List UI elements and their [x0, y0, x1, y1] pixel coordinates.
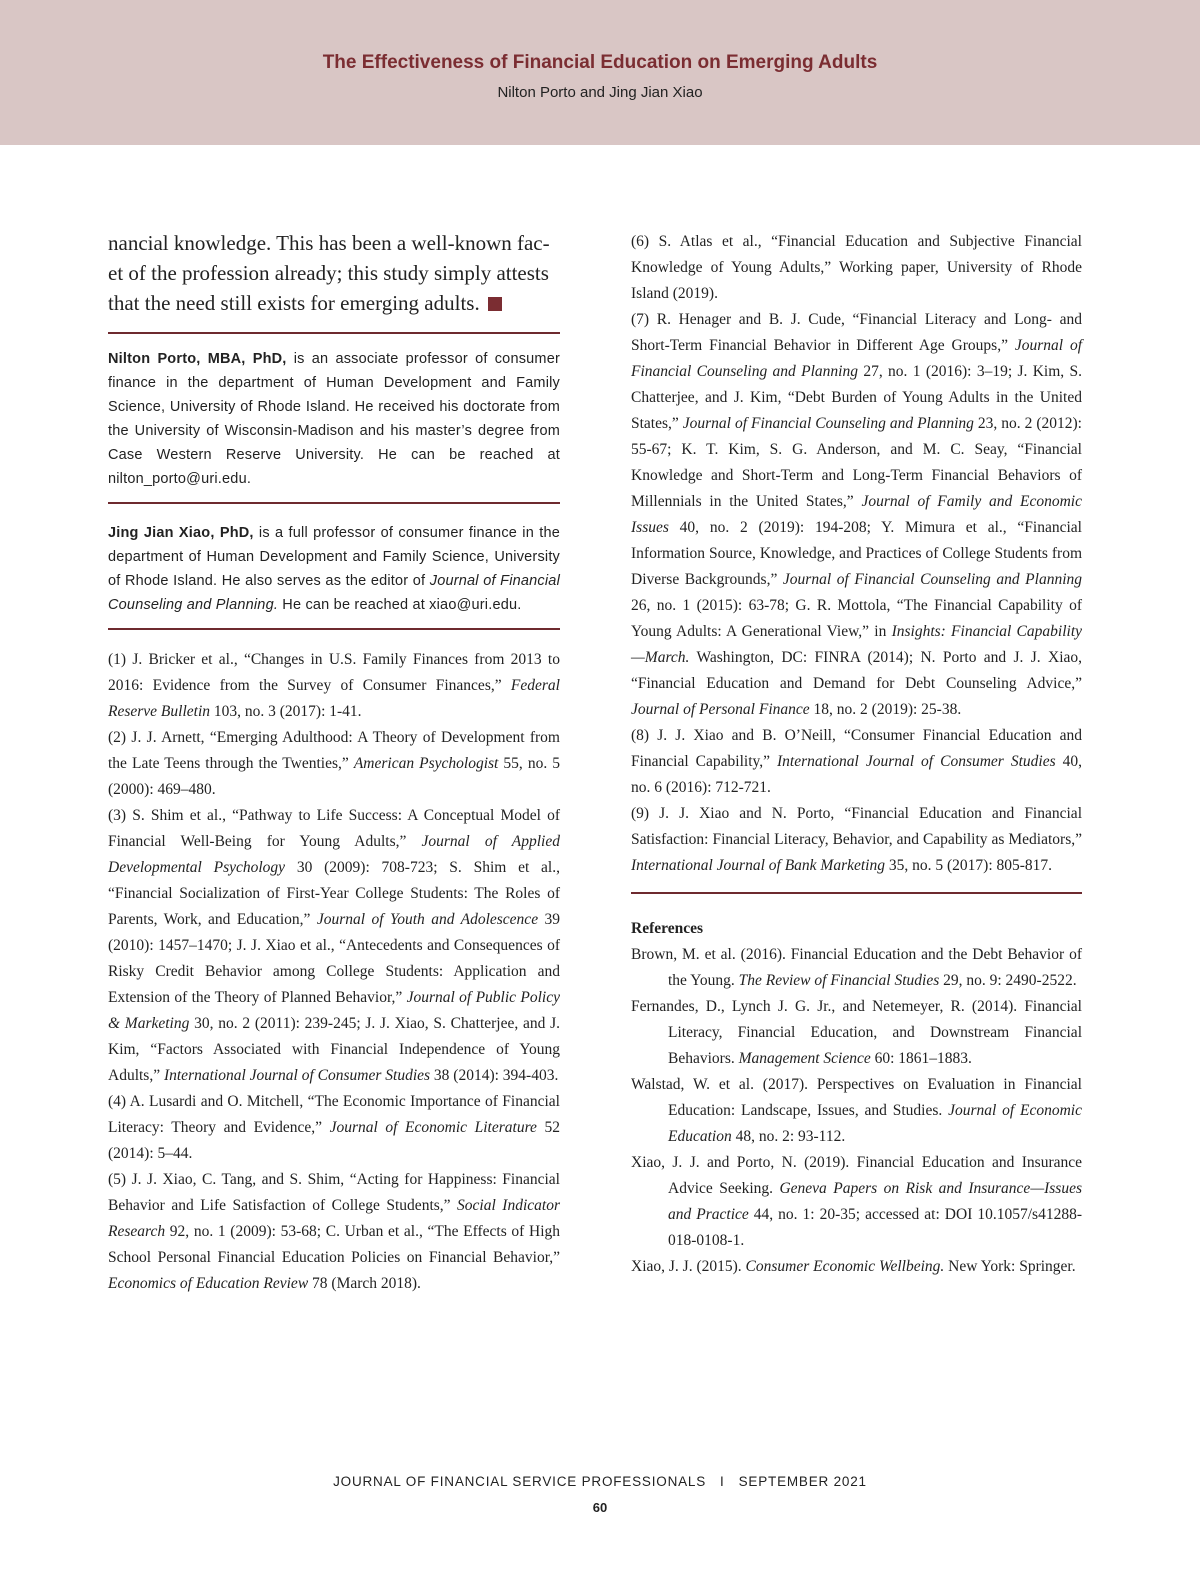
citation-text: Walstad, W. et al. (2017). Perspectives on Evaluation in Financial Education: Landscape, Issues, and Studies.	[631, 1076, 1082, 1119]
citation-title: Journal of Economic Education	[668, 1102, 1082, 1145]
citation-title: Journal of Youth and Adolescence	[316, 911, 539, 928]
citation-text: Xiao, J. J. and Porto, N. (2019). Financial Education and Insurance Advice Seeking.	[631, 1154, 1082, 1197]
lead-line: nancial knowledge. This has been a well-known fac-	[108, 231, 550, 255]
reference-item	[631, 1150, 1082, 1254]
left-column	[108, 228, 560, 1297]
lead-paragraph	[108, 228, 560, 318]
endnote	[108, 725, 560, 803]
lead-line: et of the profession already; this study simply attests	[108, 261, 549, 285]
page-number: 60	[592, 1500, 608, 1515]
citation-title: Consumer Economic Wellbeing.	[745, 1258, 945, 1275]
footer-separator: I	[720, 1474, 725, 1489]
citation-text: (4) A. Lusardi and O. Mitchell, “The Economic Importance of Financial Literacy: Theory and Evidence,”	[108, 1093, 560, 1136]
endnote	[108, 647, 560, 725]
divider	[108, 502, 560, 504]
citation-title: Journal of Financial Counseling and Planning	[631, 337, 1082, 380]
citation-text: 44, no. 1: 20-35; accessed at: DOI 10.1057/s41288-018-0108-1.	[668, 1206, 1082, 1249]
footer-date: SEPTEMBER 2021	[738, 1474, 867, 1489]
citation-title: Geneva Papers on Risk and Insurance—Issues and Practice	[668, 1180, 1082, 1223]
citation-text: (2) J. J. Arnett, “Emerging Adulthood: A Theory of Development from the Late Teens through the Twenties,”	[108, 729, 560, 772]
citation-text: 27, no. 1 (2016): 3–19; J. Kim, S. Chatterjee, and J. Kim, “Debt Burden of Young Adults in the United States,”	[631, 363, 1082, 432]
citation-text: 30, no. 2 (2011): 239-245; J. J. Xiao, S. Chatterjee, and J. Kim, “Factors Associated with Financial Independence of Young Adults,”	[108, 1015, 561, 1084]
citation-title: American Psychologist	[353, 755, 499, 772]
citation-text: (9) J. J. Xiao and N. Porto, “Financial Education and Financial Satisfaction: Financial Literacy, Behavior, and Capability as Mediators,”	[631, 805, 1082, 848]
endnote	[631, 229, 1082, 307]
citation-text: (3) S. Shim et al., “Pathway to Life Success: A Conceptual Model of Financial Well-Being for Young Adults,”	[108, 807, 560, 850]
divider	[108, 332, 560, 334]
citation-title: Journal of Personal Finance	[631, 701, 810, 718]
author-name: Jing Jian Xiao, PhD,	[108, 525, 254, 541]
running-header	[0, 0, 1200, 145]
citation-title: Economics of Education Review	[108, 1275, 309, 1292]
citation-text: Xiao, J. J. (2015).	[631, 1258, 746, 1275]
citation-text: (7) R. Henager and B. J. Cude, “Financial Literacy and Long- and Short-Term Financial Behavior in Different Age Groups,”	[631, 311, 1082, 354]
citation-title: Federal Reserve Bulletin	[108, 677, 560, 720]
bio-text: is an associate professor of consumer finance in the department of Human Development and Family Science, University of Rhode Island. He received his doctorate from the University of Wisconsin-Madison and his master’s degree from Case Western Reserve University. He can be reached at nilton_porto@uri.edu.	[108, 351, 560, 487]
citation-title: Insights: Financial Capability—March.	[631, 623, 1082, 666]
reference-item	[631, 942, 1082, 994]
lead-line	[108, 288, 560, 318]
article-title: The Effectiveness of Financial Education on Emerging Adults	[322, 52, 878, 73]
footer-journal: JOURNAL OF FINANCIAL SERVICE PROFESSIONALS	[333, 1474, 707, 1489]
citation-title: Management Science	[738, 1050, 871, 1067]
citation-text: 40, no. 2 (2019): 194-208; Y. Mimura et al., “Financial Information Source, Knowledge, and Practices of College Students from Diverse Backgrounds,”	[631, 519, 1082, 588]
citation-text: 103, no. 3 (2017): 1-41.	[210, 703, 362, 720]
bio-text: He can be reached at xiao@uri.edu.	[278, 597, 522, 613]
endnote	[108, 1089, 560, 1167]
citation-text: 92, no. 1 (2009): 53-68; C. Urban et al., “The Effects of High School Personal Financial Education Policies on Financial Behavior,”	[108, 1223, 560, 1266]
citation-text: 26, no. 1 (2015): 63-78; G. R. Mottola, “The Financial Capability of Young Adults: A Generational View,” in	[631, 597, 1082, 640]
endnote	[108, 1167, 560, 1297]
reference-item	[631, 994, 1082, 1072]
author-bio-xiao	[108, 521, 560, 617]
citation-title: Journal of Economic Literature	[329, 1119, 537, 1136]
citation-text: 30 (2009): 708-723; S. Shim et al., “Financial Socialization of First-Year College Students: The Roles of Parents, Work, and Education,”	[108, 859, 560, 928]
divider	[108, 628, 560, 630]
citation-text: Washington, DC: FINRA (2014); N. Porto and J. J. Xiao, “Financial Education and Demand for Debt Counseling Advice,”	[631, 649, 1082, 692]
endnotes-right	[631, 229, 1082, 879]
right-column	[631, 229, 1082, 1280]
end-mark-icon	[488, 297, 502, 311]
page-footer	[0, 1474, 1200, 1489]
citation-text: 29, no. 9: 2490-2522.	[939, 972, 1077, 989]
endnote	[631, 307, 1082, 723]
citation-text: New York: Springer.	[944, 1258, 1076, 1275]
reference-item	[631, 1072, 1082, 1150]
citation-title: International Journal of Consumer Studies	[163, 1067, 431, 1084]
journal-title: Journal of Financial Counseling and Planning.	[108, 573, 560, 613]
citation-text: (8) J. J. Xiao and B. O’Neill, “Consumer Financial Education and Financial Capability,”	[631, 727, 1082, 770]
citation-text: 18, no. 2 (2019): 25-38.	[809, 701, 962, 718]
citation-title: Journal of Financial Counseling and Planning	[682, 415, 974, 432]
references-heading: References	[631, 920, 704, 937]
citation-text: (1) J. Bricker et al., “Changes in U.S. Family Finances from 2013 to 2016: Evidence from the Survey of Consumer Finances,”	[108, 651, 560, 694]
citation-text: 48, no. 2: 93-112.	[731, 1128, 846, 1145]
citation-text: 55, no. 5 (2000): 469–480.	[108, 755, 561, 798]
citation-title: The Review of Financial Studies	[738, 972, 940, 989]
citation-text: 39 (2010): 1457–1470; J. J. Xiao et al., “Antecedents and Consequences of Risky Credit Behavior among College Students: Application and Extension of the Theory of Planned Behavior,”	[108, 911, 561, 1006]
citation-text: 52 (2014): 5–44.	[108, 1119, 561, 1162]
citation-text: 60: 1861–1883.	[870, 1050, 972, 1067]
endnote	[108, 803, 560, 1089]
citation-title: Journal of Applied Developmental Psychology	[108, 833, 560, 876]
bio-text: is a full professor of consumer finance in the department of Human Development and Family Science, University of Rhode Island. He also serves as the editor of	[108, 525, 560, 589]
endnotes-left	[108, 647, 560, 1297]
citation-title: Social Indicator Research	[108, 1197, 560, 1240]
citation-text: (6) S. Atlas et al., “Financial Education and Subjective Financial Knowledge of Young Adults,” Working paper, University of Rhode Island (2019).	[631, 233, 1082, 302]
references-section	[631, 916, 1082, 1280]
endnote	[631, 801, 1082, 879]
article-authors: Nilton Porto and Jing Jian Xiao	[497, 84, 703, 101]
citation-text: Fernandes, D., Lynch J. G. Jr., and Netemeyer, R. (2014). Financial Literacy, Financial Education, and Downstream Financial Behaviors.	[631, 998, 1082, 1067]
citation-text: 40, no. 6 (2016): 712-721.	[631, 753, 1083, 796]
citation-title: Journal of Public Policy & Marketing	[108, 989, 560, 1032]
citation-text: 38 (2014): 394-403.	[430, 1067, 559, 1084]
citation-title: Journal of Family and Economic Issues	[631, 493, 1082, 536]
citation-text: (5) J. J. Xiao, C. Tang, and S. Shim, “Acting for Happiness: Financial Behavior and Life Satisfaction of College Students,”	[108, 1171, 560, 1214]
endnote	[631, 723, 1082, 801]
citation-title: International Journal of Consumer Studies	[777, 753, 1056, 770]
reference-item	[631, 1254, 1082, 1280]
citation-text: Brown, M. et al. (2016). Financial Education and the Debt Behavior of the Young.	[631, 946, 1082, 989]
citation-text: 23, no. 2 (2012): 55-67; K. T. Kim, S. G. Anderson, and M. C. Seay, “Financial Knowledge and Short-Term and Long-Term Financial Behaviors of Millennials in the United States,”	[631, 415, 1082, 510]
citation-text: 35, no. 5 (2017): 805-817.	[885, 857, 1053, 874]
citation-text: 78 (March 2018).	[308, 1275, 421, 1292]
author-bio-porto	[108, 347, 560, 491]
divider	[631, 892, 1082, 894]
lead-line-text: that the need still exists for emerging adults.	[108, 291, 480, 315]
author-name: Nilton Porto, MBA, PhD,	[108, 351, 287, 367]
citation-title: Journal of Financial Counseling and Planning	[782, 571, 1082, 588]
citation-title: International Journal of Bank Marketing	[631, 857, 885, 874]
